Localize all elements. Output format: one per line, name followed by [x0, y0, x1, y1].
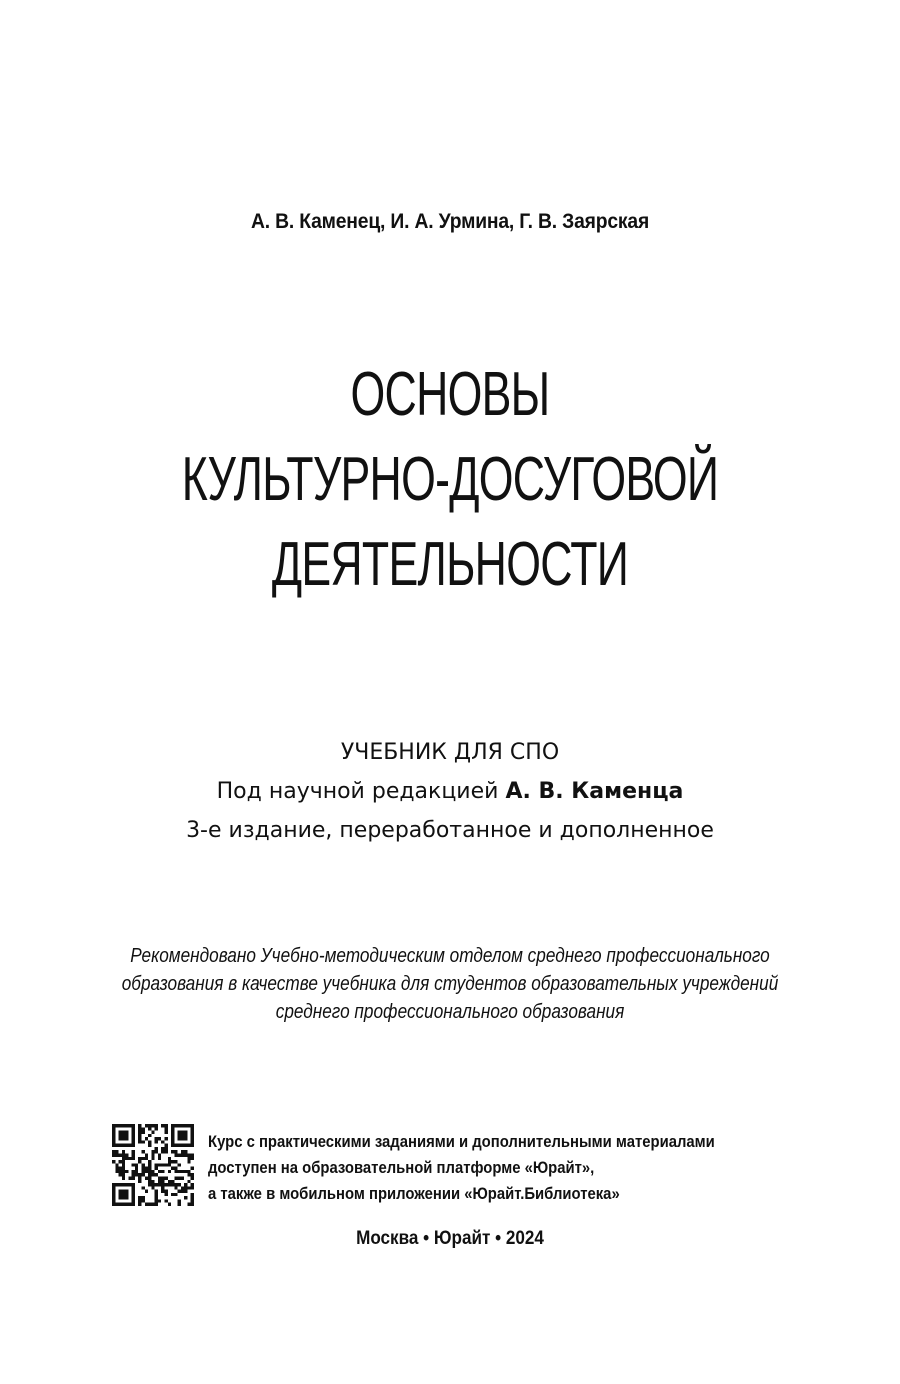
book-type: УЧЕБНИК ДЛЯ СПО [340, 740, 560, 765]
course-info-line-2: доступен на образовательной платформе «Юрайт», [208, 1159, 595, 1177]
title-line-2: КУЛЬТУРНО-ДОСУГОВОЙ [181, 445, 719, 514]
course-info [208, 1129, 748, 1207]
qr-code-icon[interactable] [112, 1124, 194, 1206]
editor-line [0, 772, 900, 811]
course-info-line-1: Курс с практическими заданиями и дополнительными материалами [208, 1133, 715, 1151]
imprint: Москва • Юрайт • 2024 [356, 1228, 544, 1249]
recommendation-line-2: образования в качестве учебника для студентов образовательных учреждений [121, 973, 779, 995]
editor-name: А. В. Каменца [505, 779, 684, 804]
title-line-1: ОСНОВЫ [350, 360, 550, 429]
editor-prefix: Под научной редакцией [216, 779, 499, 804]
recommendation [63, 942, 837, 1026]
course-info-line-3: а также в мобильном приложении «Юрайт.Библиотека» [208, 1185, 620, 1203]
edition: 3-е издание, переработанное и дополненное [186, 818, 714, 843]
recommendation-line-3: среднего профессионального образования [275, 1001, 625, 1023]
authors: А. В. Каменец, И. А. Урмина, Г. В. Заярская [250, 210, 650, 233]
book-subtitle-block [0, 733, 900, 850]
recommendation-line-1: Рекомендовано Учебно-методическим отделом среднего профессионального [130, 945, 770, 967]
book-title [0, 352, 900, 607]
title-line-3: ДЕЯТЕЛЬНОСТИ [271, 530, 629, 599]
